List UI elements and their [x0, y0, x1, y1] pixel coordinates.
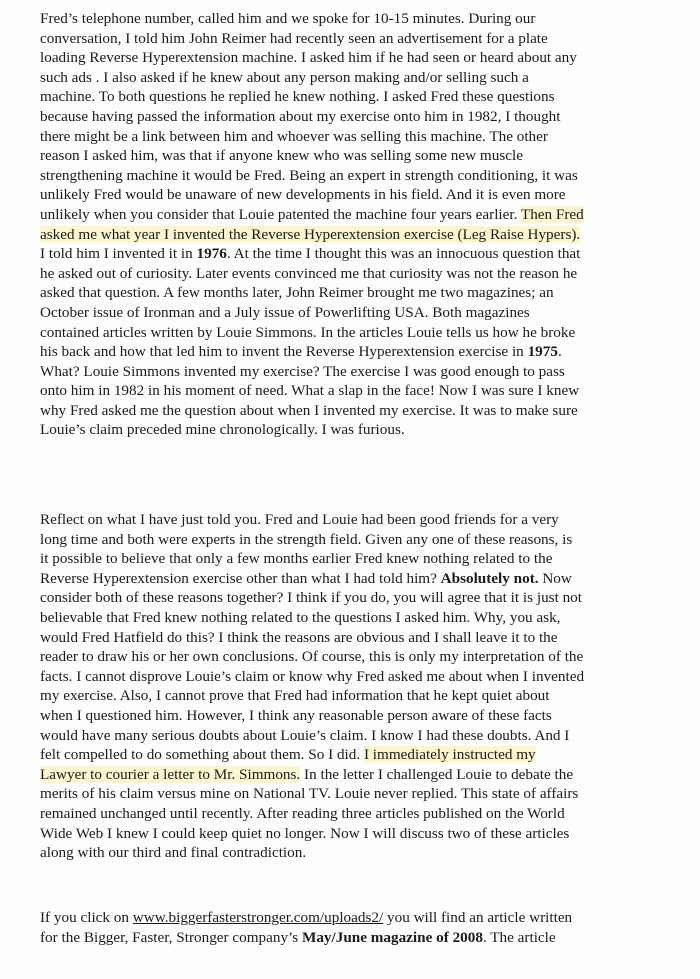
paragraph-3 — [40, 908, 665, 947]
highlighted-text: I immediately instructed my Lawyer to courier a letter to Mr. Simmons. — [40, 746, 536, 783]
bold-text: 1975 — [527, 343, 558, 361]
text-segment: . The article — [482, 928, 556, 946]
text-segment: Reflect on what I have just told you. Fred and Louie had been good friends for a very long time and both were experts in the strength field. Given any one of these reasons, is it possible to believe that only a few months earlier Fred knew nothing related to the Reverse Hyperextension exercise other than what I had told him? — [40, 511, 573, 587]
text-segment: In the letter I challenged Louie to debate the merits of his claim versus mine on National TV. Louie never replied. This state of affairs remained unchanged until recently. After reading three articles published on the World Wide Web I knew I could keep quiet no longer. Now I will discuss two of these articles along with our third and final contradiction. — [40, 765, 579, 862]
text-segment: Now consider both of these reasons together? I think if you do, you will agree that it is just not believable that Fred knew nothing related to the questions I asked him. Why, you ask, would Fred Hatfield do this? I think the reasons are obvious and I shall leave it to the reader to draw his or her own conclusions. Of course, this is only my interpretation of the facts. I cannot disprove Louie’s claim or know why Fred asked me about when I invented my exercise. Also, I cannot prove that Fred had information that he kept quiet about when I questioned him. However, I think any reasonable person aware of these facts would have many serious doubts about Louie’s claim. I know I had these doubts. And I felt compelled to do something about them. So I did. — [40, 569, 585, 764]
text-segment: . At the time I thought this was an innocuous question that he asked out of curiosity. Later events convinced me that curiosity was not the reason he asked that question. A few months later, John Reimer brought me two magazines; an October issue of Ironman and a July issue of Powerlifting USA. Both magazines contained articles written by Louie Simmons. In the articles Louie tells us how he broke his back and how that led him to invent the Reverse Hyperextension exercise in — [40, 245, 581, 361]
paragraph-1 — [40, 9, 665, 440]
bold-text: Absolutely not. — [440, 569, 539, 587]
url-link[interactable]: www.biggerfasterstronger.com/uploads2/ — [132, 909, 384, 926]
paragraph-2 — [40, 510, 665, 863]
bold-text: 1976 — [196, 245, 227, 263]
text-segment: If you click on — [40, 909, 133, 926]
text-segment: you will find an article written for the Bigger, Faster, Stronger company’s — [40, 909, 573, 946]
bold-text: May/June magazine of 2008 — [301, 928, 483, 946]
text-segment: . What? Louie Simmons invented my exercise? The exercise I was good enough to pass onto him in 1982 in his moment of need. What a slap in the face! Now I was sure I knew why Fred asked me the question about when I invented my exercise. It was to make sure Louie’s claim preceded mine chronologically. I was furious. — [40, 343, 580, 439]
text-segment: I told him I invented it in — [40, 245, 193, 263]
highlighted-text: Then Fred asked me what year I invented the Reverse Hyperextension exercise (Leg Raise Hypers). — [40, 205, 584, 243]
text-segment: Fred’s telephone number, called him and we spoke for 10-15 minutes. During our conversation, I told him John Reimer had recently seen an advertisement for a plate loading Reverse Hyperextension machine. I asked him if he had seen or heard about any such ads . I also asked if he knew about any person making and/or selling such a machine. To both questions he replied he knew nothing. I asked Fred these questions because having passed the information about my exercise onto him in 1982, I thought there might be a link between him and whoever was selling this machine. The other reason I asked him, was that if anyone knew who was selling some new muscle strengthening machine it would be Fred. Being an expert in strength conditioning, it was unlikely Fred would be unaware of new developments in his field. And it is even more unlikely when you consider that Louie patented the machine four years earlier. — [40, 10, 578, 223]
